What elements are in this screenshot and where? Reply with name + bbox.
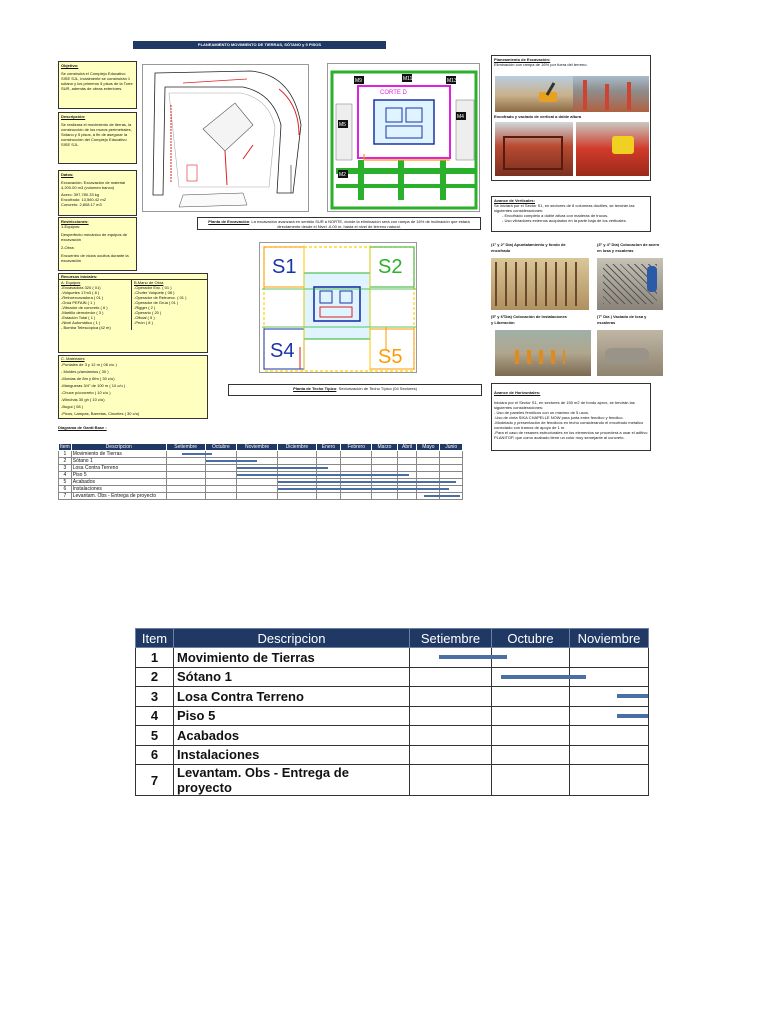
gantt-item: 3 <box>59 465 72 472</box>
gantt-bar <box>206 460 238 462</box>
gantt-cell <box>417 479 440 486</box>
objetivo-text: Se construirá el Complejo Educativo SISE SJL, incialmente se construirán 1 sótano y los primeros 5 pisos de la Torre SUR, además de obras exteriores. <box>61 71 133 91</box>
gantt-item: 1 <box>59 451 72 458</box>
plan-label: M13 <box>447 78 457 84</box>
gantt-big-cell <box>492 765 570 796</box>
gantt-cell <box>341 465 372 472</box>
gantt-bar <box>237 467 279 469</box>
gantt-bar <box>398 481 419 483</box>
equipo-item: -Grúa PEFAIN ( 1 ) <box>61 300 95 305</box>
gantt-desc: Losa Contra Terreno <box>71 465 166 472</box>
vibrator-equipment <box>612 136 634 154</box>
restricciones-line: 1-Equipos: <box>61 224 81 229</box>
gantt-small-table <box>58 443 463 500</box>
material-item: -Chuce p/concreto ( 10 c/u ) <box>61 390 111 395</box>
gantt-big-bar <box>617 694 648 698</box>
gantt-cell <box>278 458 317 465</box>
gantt-cell <box>417 458 440 465</box>
mano-item: -Peón ( 8 ) <box>134 320 153 325</box>
encofrado-caption: Encofrado y vaciado de vertical a doble altura <box>494 114 582 119</box>
gantt-bar <box>278 488 318 490</box>
gantt-big-item: 5 <box>136 726 174 746</box>
step-2-caption: (3° y 4° Día) Colocacion de acero en losa y escaleras <box>597 242 660 253</box>
equipo-item: -Nivel Automático ( 1 ) <box>61 320 101 325</box>
gantt-cell <box>440 479 463 486</box>
gantt-big-item: 2 <box>136 667 174 687</box>
restricciones-line: Desperfecto mecánico de equipos de excavación <box>61 232 128 242</box>
gantt-header: Noviembre <box>237 444 278 451</box>
gantt-cell <box>205 493 236 500</box>
gantt-cell <box>440 451 463 458</box>
gantt-bar <box>440 481 455 483</box>
gantt-bar <box>341 474 373 476</box>
gantt-cell <box>417 472 440 479</box>
equipo-item: -Retroexcavadora ( 01 ) <box>61 295 104 300</box>
gantt-bar <box>317 474 343 476</box>
table-row <box>59 493 463 500</box>
gantt-bar <box>278 474 318 476</box>
gantt-bar <box>398 474 409 476</box>
mano-item: -Chofer Volquete ( 08 ) <box>134 290 175 295</box>
gantt-cell <box>205 458 236 465</box>
datos-line: Encofrado: 13,560.42 m2 <box>61 197 106 202</box>
step-3-caption: (5° y 6°Día) Colocación de Instalaciones y Liberación <box>491 314 567 325</box>
mano-item: -Operador Exc. ( 01 ) <box>134 285 172 290</box>
gantt-cell <box>278 472 317 479</box>
gantt-zoomed-table <box>135 628 649 796</box>
gantt-cell <box>166 486 205 493</box>
formwork-photo-1 <box>495 122 573 176</box>
gantt-big-cell <box>570 687 649 707</box>
gantt-desc: Sótano 1 <box>71 458 166 465</box>
gantt-cell <box>205 451 236 458</box>
gantt-item: 2 <box>59 458 72 465</box>
gantt-header: Abril <box>397 444 417 451</box>
gantt-bar <box>317 488 343 490</box>
gantt-cell <box>372 472 398 479</box>
gantt-item: 6 <box>59 486 72 493</box>
gantt-cell <box>372 451 398 458</box>
gantt-cell <box>166 458 205 465</box>
descripcion-heading: Descripción: <box>61 114 86 119</box>
gantt-bar <box>182 453 207 455</box>
step-4-photo <box>597 330 663 376</box>
gantt-cell <box>316 458 341 465</box>
mano-item: -Operario ( 20 ) <box>134 310 162 315</box>
gantt-cell <box>316 472 341 479</box>
gantt-header: Febrero <box>341 444 372 451</box>
gantt-big-cell <box>492 648 570 668</box>
typical-roof-plan <box>259 242 417 373</box>
gantt-header: Diciembre <box>278 444 317 451</box>
gantt-big-item: 3 <box>136 687 174 707</box>
gantt-cell <box>372 465 398 472</box>
gantt-big-cell <box>570 706 649 726</box>
descripcion-box <box>58 112 137 164</box>
gantt-big-cell <box>492 706 570 726</box>
gantt-item: 4 <box>59 472 72 479</box>
materiales-heading: C. Materiales <box>61 356 85 361</box>
gantt-cell <box>372 493 398 500</box>
horizontales-panel <box>491 383 651 451</box>
gantt-bar <box>372 481 399 483</box>
table-row <box>136 706 649 726</box>
gantt-cell <box>237 486 278 493</box>
gantt-cell <box>397 486 417 493</box>
gantt-cell <box>397 458 417 465</box>
gantt-big-desc: Instalaciones <box>174 745 410 765</box>
gantt-cell <box>278 486 317 493</box>
gantt-cell <box>397 465 417 472</box>
gantt-big-cell <box>570 765 649 796</box>
gantt-cell <box>316 493 341 500</box>
equipo-item: -Estación Total ( 1 ) <box>61 315 96 320</box>
material-item: -Mangueras 3/4" de 100 m ( 10 c/u ) <box>61 383 126 388</box>
gantt-cell <box>372 479 398 486</box>
step-1-caption: (1° y 2° Día) Apuntalamiento y fondo de encofrado <box>491 242 566 253</box>
table-row <box>59 458 463 465</box>
gantt-big-item: 1 <box>136 648 174 668</box>
gantt-big-bar <box>570 675 586 679</box>
equipo-item: - Bomba Telescópica (42 m) <box>61 325 111 330</box>
gantt-cell <box>397 479 417 486</box>
rebar-columns <box>583 80 587 110</box>
material-item: -Winchas 30 gh ( 10 c/u) <box>61 397 105 402</box>
gantt-header: Enero <box>316 444 341 451</box>
materiales-box <box>58 355 208 419</box>
gantt-bar <box>417 488 441 490</box>
gantt-header: Marzo <box>372 444 398 451</box>
excavation-plan-drawing <box>142 64 309 212</box>
table-row <box>136 648 649 668</box>
restricciones-line: 2-Obra: <box>61 245 75 250</box>
shoring-grid <box>495 262 585 306</box>
gantt-bar <box>317 481 343 483</box>
equipos-heading: A. Equipos <box>61 280 81 285</box>
mano-item: -Oficial ( 5 ) <box>134 315 155 320</box>
gantt-cell <box>166 451 205 458</box>
gantt-big-cell <box>492 726 570 746</box>
gantt-bar <box>372 474 399 476</box>
gantt-big-cell <box>410 667 492 687</box>
gantt-big-item: 4 <box>136 706 174 726</box>
gantt-cell <box>316 486 341 493</box>
sector-label-s5: S5 <box>378 346 403 368</box>
gantt-header: Mayo <box>417 444 440 451</box>
recursos-heading: Recursos Iniciales: <box>59 274 207 280</box>
table-row <box>59 451 463 458</box>
document-title: PLANEAMIENTO MOVIMIENTO DE TIERRAS, SÓTANO y 5 PISOS <box>133 41 386 49</box>
gantt-cell <box>278 493 317 500</box>
step-4-caption: (7° Día ) Vaciado de losa y escaleras <box>597 314 647 325</box>
gantt-big-header: Item <box>136 629 174 648</box>
plan-label: M4 <box>457 114 464 120</box>
gantt-header: Setiembre <box>166 444 205 451</box>
equipo-item: -Vibrador de concreto ( 6 ) <box>61 305 108 310</box>
table-row <box>59 486 463 493</box>
gantt-desc: Piso 5 <box>71 472 166 479</box>
objetivo-heading: Objetivo: <box>61 63 79 68</box>
plan-label: M2 <box>339 172 346 178</box>
plan-label: M5 <box>339 122 346 128</box>
gantt-cell <box>397 451 417 458</box>
datos-line: Acero: 397,780.33 kg <box>61 192 100 197</box>
table-row <box>136 667 649 687</box>
gantt-cell <box>372 486 398 493</box>
excavation-planning-text: Eliminación con rampa de 16% por fuera del terreno. <box>494 62 588 67</box>
excavation-planning-heading: Planeamiento de Excavación: <box>494 57 551 62</box>
gantt-bar <box>424 495 441 497</box>
horizontales-text: Iniciara por el Sector S1, en sectores de 150 m2 de fondo aprox, se tendrán las siguientes consideraciones: - Uso de paneles fenólicos con un máximo de 5 usos. -Uso de cinta SIKA CHAPELLE NOW para junta entre fenolico y fenolico. -Modelado y presentación de fenolicos en techo considerando el encofrado metalico conectado con tramos de apoyo de 1 m. -Para el caso de resanes estructurales en los elementos se procederá a usar el aditivo PLANITOP, que como acabado tiene un color muy semejante al concreto. <box>494 400 648 440</box>
gantt-big-bar <box>617 714 648 718</box>
verticales-bullet: - Uso vibradores externos acoplados en la parte baja de los verticales. <box>502 218 627 223</box>
gantt-cell <box>316 465 341 472</box>
gantt-big-cell <box>410 765 492 796</box>
gantt-big-cell <box>570 648 649 668</box>
gantt-cell <box>397 472 417 479</box>
mano-obra-list <box>132 280 207 330</box>
gantt-big-desc: Acabados <box>174 726 410 746</box>
roof-caption-bold: Planta de Techo Típico <box>293 386 337 391</box>
gantt-big-desc: Movimiento de Tierras <box>174 648 410 668</box>
step-3-photo <box>495 330 591 376</box>
step-1-photo <box>491 258 589 310</box>
table-row <box>136 687 649 707</box>
gantt-cell <box>341 472 372 479</box>
gantt-bar <box>278 481 318 483</box>
table-row <box>59 472 463 479</box>
gantt-cell <box>440 465 463 472</box>
gantt-bar <box>417 481 441 483</box>
mano-item: -Rigger ( 2 ) <box>134 305 156 310</box>
table-row <box>59 465 463 472</box>
gantt-header: Descripcion <box>71 444 166 451</box>
gantt-cell <box>237 451 278 458</box>
verticales-panel <box>491 196 651 232</box>
gantt-cell <box>397 493 417 500</box>
gantt-bar <box>317 467 329 469</box>
restricciones-heading: Restricciones: <box>61 219 89 224</box>
gantt-header: Octubre <box>205 444 236 451</box>
gantt-header: Junio <box>440 444 463 451</box>
gantt-cell <box>417 465 440 472</box>
gantt-desc: Acabados <box>71 479 166 486</box>
gantt-cell <box>237 472 278 479</box>
gantt-big-header: Octubre <box>492 629 570 648</box>
gantt-big-bar <box>501 675 571 679</box>
excavation-caption-bold: Planta de Excavación <box>208 219 250 224</box>
gantt-cell <box>316 451 341 458</box>
descripcion-text: Se realizara el movimiento de tierras, la construcción de los muros perimetrales, Sótano y 5 pisos, a fin de asegurar la construcción del Complejo Educativo SISE SJL. <box>61 122 132 147</box>
material-item: -Picos, Lampas, Barretas, Cinceles ( 30 c/u) <box>61 411 140 416</box>
datos-box <box>58 170 137 216</box>
equipo-item: -Volquetes 17m3 ( 8 ) <box>61 290 100 295</box>
gantt-cell <box>440 493 463 500</box>
restricciones-line: Encuentro de vicios ocultos durante la excavación <box>61 253 129 263</box>
gantt-desc: Levantam. Obs - Entrega de proyecto <box>71 493 166 500</box>
gantt-bar <box>341 481 373 483</box>
roof-plan-caption <box>228 384 482 396</box>
gantt-big-cell <box>570 667 649 687</box>
equipo-item: -Excavadora 320 ( 01) <box>61 285 101 290</box>
datos-heading: Datos: <box>61 172 74 177</box>
gantt-bar <box>372 488 399 490</box>
rebar-columns <box>605 84 609 110</box>
step-2-photo <box>597 258 663 310</box>
gantt-bar <box>341 488 373 490</box>
gantt-cell <box>237 479 278 486</box>
material-item: - Moldes p/andamios ( 30 ) <box>61 369 109 374</box>
gantt-big-header: Noviembre <box>570 629 649 648</box>
sector-label-s1: S1 <box>272 256 297 278</box>
sector-plan-svg <box>328 64 480 212</box>
gantt-bar <box>206 453 212 455</box>
gantt-big-cell <box>570 726 649 746</box>
gantt-big-bar <box>492 655 507 659</box>
gantt-cell <box>237 458 278 465</box>
gantt-cell <box>316 479 341 486</box>
gantt-cell <box>205 472 236 479</box>
gantt-big-desc: Sótano 1 <box>174 667 410 687</box>
gantt-cell <box>166 479 205 486</box>
gantt-cell <box>278 465 317 472</box>
restricciones-box <box>58 217 137 271</box>
table-row <box>136 726 649 746</box>
gantt-big-cell <box>492 667 570 687</box>
gantt-big-desc: Levantam. Obs - Entrega de proyecto <box>174 765 410 796</box>
material-item: -Mordas de 8m y 6fm ( 30 c/u) <box>61 376 115 381</box>
plan-label: M9 <box>355 78 362 84</box>
mano-item: -Operador de Grúa ( 01 ) <box>134 300 179 305</box>
gantt-cell <box>341 451 372 458</box>
material-item: -Bugui ( 08 ) <box>61 404 84 409</box>
gantt-cell <box>417 493 440 500</box>
gantt-big-cell <box>410 648 492 668</box>
worker-figure <box>647 266 657 292</box>
excavation-sector-plan <box>327 63 480 212</box>
equipo-item: -Martillo demoledor ( 3 ) <box>61 310 104 315</box>
roof-plan-svg <box>260 243 417 373</box>
gantt-big-cell <box>410 706 492 726</box>
gantt-cell <box>417 486 440 493</box>
horizontales-heading: Avance de Horizontales: <box>494 390 541 395</box>
mano-heading: B.Mano de Obra <box>134 280 164 285</box>
gantt-cell <box>440 472 463 479</box>
gantt-cell <box>417 451 440 458</box>
gantt-bar <box>440 488 449 490</box>
gantt-header: Item <box>60 444 70 450</box>
gantt-big-bar <box>439 655 493 659</box>
gantt-big-cell <box>570 745 649 765</box>
gantt-item: 7 <box>59 493 72 500</box>
gantt-small-caption: Diagrama de Gantt Base : <box>58 425 107 430</box>
gantt-big-header: Setiembre <box>410 629 492 648</box>
formwork-frame <box>503 136 563 170</box>
gantt-big-desc: Piso 5 <box>174 706 410 726</box>
gantt-cell <box>166 465 205 472</box>
table-row <box>136 745 649 765</box>
gantt-cell <box>205 486 236 493</box>
gantt-bar <box>237 460 257 462</box>
concrete-pour <box>605 348 649 364</box>
gantt-cell <box>237 493 278 500</box>
objetivo-box <box>58 61 137 109</box>
gantt-cell <box>237 465 278 472</box>
table-row <box>59 479 463 486</box>
material-item: -Puntales de 3 y 12 m ( 06 c/u ) <box>61 362 117 367</box>
gantt-big-cell <box>410 687 492 707</box>
gantt-bar <box>398 488 419 490</box>
gantt-desc: Instalaciones <box>71 486 166 493</box>
gantt-cell <box>205 479 236 486</box>
gantt-cell <box>205 465 236 472</box>
roof-caption-text: : Sectorización de Techo Típico (04 Sectores) <box>336 386 417 391</box>
sector-label-s2: S2 <box>378 256 403 278</box>
gantt-desc: Movimiento de Tierras <box>71 451 166 458</box>
gantt-big-item: 6 <box>136 745 174 765</box>
plan-label: M11 <box>403 76 413 82</box>
gantt-cell <box>372 458 398 465</box>
sector-label-s4: S4 <box>270 340 295 362</box>
gantt-bar <box>237 474 279 476</box>
recursos-box <box>58 273 208 353</box>
gantt-item: 5 <box>59 479 72 486</box>
excavation-photo-1 <box>495 76 573 112</box>
gantt-cell <box>341 458 372 465</box>
verticales-heading: Avance de Verticales: <box>494 198 535 203</box>
excavation-caption-text: : La excavación avanzará en sentido SUR a NORTE, donde la eliminación será con rampa de 16% de inclinación que estará directamente desde el Nivel -6.00 m. hasta el nivel de terreno natural. <box>249 219 470 229</box>
gantt-big-cell <box>410 726 492 746</box>
gantt-big-cell <box>492 745 570 765</box>
datos-line: Excavación: Excavación de material 4,200.00 m3 (volumen banco) <box>61 180 126 190</box>
excavation-plan-caption <box>197 217 481 230</box>
gantt-cell <box>341 486 372 493</box>
table-row <box>136 765 649 796</box>
mano-item: -Operador de Retroexc. ( 01 ) <box>134 295 187 300</box>
equipos-list <box>59 280 132 330</box>
formwork-photo-2 <box>576 122 649 176</box>
gantt-big-cell <box>492 687 570 707</box>
verticales-bullet: - Encofrado completo a doble altura con maderas de trucos. <box>502 213 609 218</box>
rebar-columns <box>627 82 631 110</box>
datos-line: Concreto: 2,808.17 m3 <box>61 202 102 207</box>
verticales-text: Se iniciará por el Sector S1, en sectores de 8 columnas dúctiles, se tendrán las siguientes consideraciones: <box>494 203 635 213</box>
gantt-big-header: Descripcion <box>174 629 410 648</box>
excavation-plan-svg <box>143 65 309 212</box>
gantt-big-item: 7 <box>136 765 174 796</box>
excavation-photo-2 <box>573 76 649 112</box>
gantt-big-cell <box>410 745 492 765</box>
plan-label: CORTE D <box>380 90 407 96</box>
gantt-bar <box>440 495 459 497</box>
gantt-cell <box>166 472 205 479</box>
gantt-bar <box>278 467 318 469</box>
gantt-cell <box>166 493 205 500</box>
gantt-cell <box>278 479 317 486</box>
site-workers <box>515 350 565 364</box>
gantt-cell <box>440 458 463 465</box>
gantt-cell <box>341 479 372 486</box>
gantt-big-desc: Losa Contra Terreno <box>174 687 410 707</box>
gantt-cell <box>440 486 463 493</box>
gantt-cell <box>341 493 372 500</box>
gantt-cell <box>278 451 317 458</box>
